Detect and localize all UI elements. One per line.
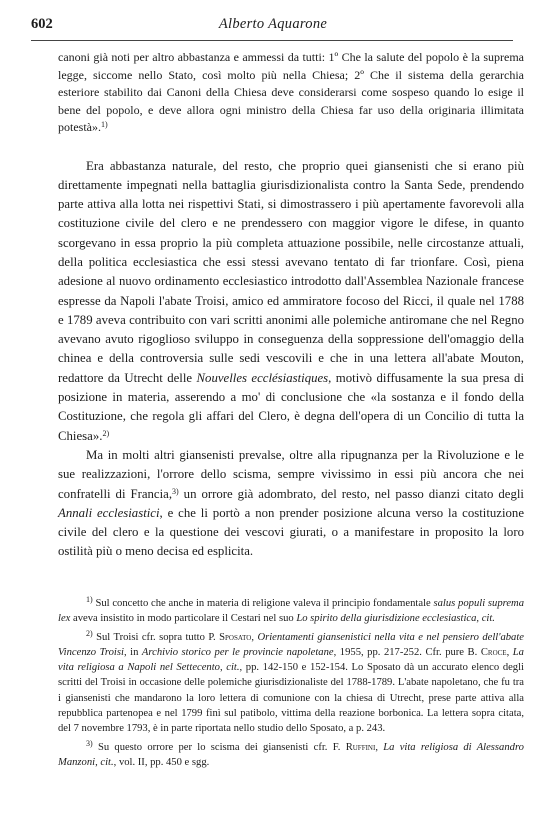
footnote xyxy=(58,630,524,736)
footnote-text: Sul concetto che anche in materia di religione valeva il principio fondamentale xyxy=(95,598,431,609)
paragraph-text: , e che li portò a non prender posizione alcuna verso la costituzione civile del clero e la questione dei vescovi giurati, o a manifestare in proposito la loro ostilità più o meno decisa ed esplicita. xyxy=(58,505,524,559)
footnote-number: 3) xyxy=(86,738,93,748)
footnote-text: , vol. II, pp. 450 e sgg. xyxy=(113,756,210,768)
paragraph-text: Era abbastanza naturale, del resto, che proprio quei giansenisti che si erano più direttamente impegnati nella battaglia giurisdizionalista contro la Santa Sede, prendendo parte attiva alla lotta nei rispettivi Stati, si dimostrassero i più apertamente favorevoli alla costituzione civile del clero e ne prendessero con maggior vigore le difese, in quanto scorgevano in essa proprio la più completa attuazione possibile, nelle circostanze attuali, della politica ecclesiastica che essi stessi avevano tentato di far trionfare. Così, piena adesione al nuovo ordinamento ecclesiastico introdotto dall'Assemblea Nazionale francese espresse da Napoli l'abate Troisi, amico ed ammiratore focoso del Ricci, il quale nel 1788 e 1789 aveva contribuito con vari scritti anonimi alle polemiche antiromane che nel Regno avevano avuto rigoglioso sviluppo in conseguenza della soppressione dell'omaggio della chinea e della controversia sulle sedi vescovili e che in una lettera all'abate Mouton, redattore da Utrecht delle xyxy=(58,158,524,385)
paragraph-text: canoni già noti per altro abbastanza e ammessi da tutti: 1º Che la salute del popolo è la suprema legge, siccome nello Stato, così molto più nella Chiesa; 2º Che il sistema della gerarchia esteriore stabilito dai Canoni della Chiesa deve considerarsi come sospeso quando lo esige il bene del popolo, e deve allora ogni ministro della Chiesa far uso della originaria illimitata potestà». xyxy=(58,50,524,134)
italic-title: Nouvelles ecclésiastiques xyxy=(196,370,329,385)
footnote-ref: 3) xyxy=(172,486,179,496)
footnote-italic: cit. xyxy=(226,662,240,674)
footnote-italic: Archivio storico per le provincie napoletane xyxy=(141,647,334,659)
running-title: Alberto Aquarone xyxy=(218,16,328,32)
footnote-italic: La vita religiosa di Alessandro Manzoni xyxy=(58,741,524,768)
paragraph-text: un orrore già adombrato, del resto, nel passo dianzi citato degli xyxy=(178,486,524,501)
footnote-text: , 1955, pp. 217-252. Cfr. pure B. xyxy=(333,647,478,659)
footnotes xyxy=(58,596,524,770)
footnote-text: , xyxy=(95,756,98,768)
page-number: 602 xyxy=(31,16,53,32)
paragraph-quote-continuation xyxy=(58,49,524,137)
footnote-ref: 2) xyxy=(102,428,110,438)
footnote-text: , pp. 142-150 e 152-154. Lo Sposato dà un accurato elenco degli scritti del Troisi in occasione delle polemiche giurisdizionaliste del 1788-1789. L'abate napoletano, che fu tra i giansenisti che mandarono la loro lettera di comunione con la chiesa di Utrecht, prese parte attiva alla repubblica partenopea e nel 1799 finì sul patibolo, vittima della reazione borbonica. La lettera sopra citata, del 7 novembre 1793, è in parte riportata nello studio dello Sposato, a p. 243. xyxy=(58,662,524,734)
footnote-text: , xyxy=(375,741,378,753)
footnote-italic: cit. xyxy=(100,756,114,768)
author-name: Ruffini xyxy=(345,741,376,753)
footnote-ref: 1) xyxy=(101,120,108,129)
footnote-number: 2) xyxy=(86,629,93,639)
paragraph xyxy=(58,446,524,562)
footnote-text: , in xyxy=(123,647,139,659)
footnote-text: Su questo orrore per lo scisma dei giansenisti cfr. F. xyxy=(97,741,341,753)
author-name: Croce xyxy=(480,647,507,659)
footnote-italic: Orientamenti giansenistici nella vita e nel pensiero dell'abate Vincenzo Troisi xyxy=(58,632,525,659)
footnote-text: , xyxy=(251,632,255,644)
paragraph-text: , motivò diffusamente la sua presa di posizione in materia, asserendo a mo' di conclusione che «la sostanza e il fondo della Costituzione, che regola gli affari del Clero, è degna dell'opera di un Concilio di tutta la Chiesa». xyxy=(58,370,525,443)
footnote-italic: Lo spirito della giurisdizione ecclesiastica, cit. xyxy=(296,613,495,625)
author-name: Sposato xyxy=(219,632,252,644)
footnote-italic: La vita religiosa a Napoli nel Settecento xyxy=(58,647,524,674)
header-rule xyxy=(31,40,513,41)
page-header xyxy=(31,16,515,36)
footnote xyxy=(58,596,524,626)
footnote-text: , xyxy=(219,662,223,674)
footnote-italic: salus populi suprema lex xyxy=(58,598,525,625)
footnote-text: aveva insistito in modo particolare il Cestari nel suo xyxy=(73,613,294,625)
italic-title: Annali ecclesiastici xyxy=(58,505,160,520)
paragraph-text: Ma in molti altri giansenisti prevalse, oltre alla ripugnanza per la Rivoluzione e le sue realizzazioni, l'orrore dello scisma, sempre vivissimo in essi più ancora che nei confratelli di Francia, xyxy=(58,447,524,501)
footnote-number: 1) xyxy=(86,595,93,604)
paragraph xyxy=(58,157,524,446)
main-text xyxy=(58,49,524,562)
footnote-text: , xyxy=(506,647,510,659)
footnote xyxy=(58,740,524,770)
footnote-text: Sul Troisi cfr. sopra tutto P. xyxy=(96,632,216,644)
